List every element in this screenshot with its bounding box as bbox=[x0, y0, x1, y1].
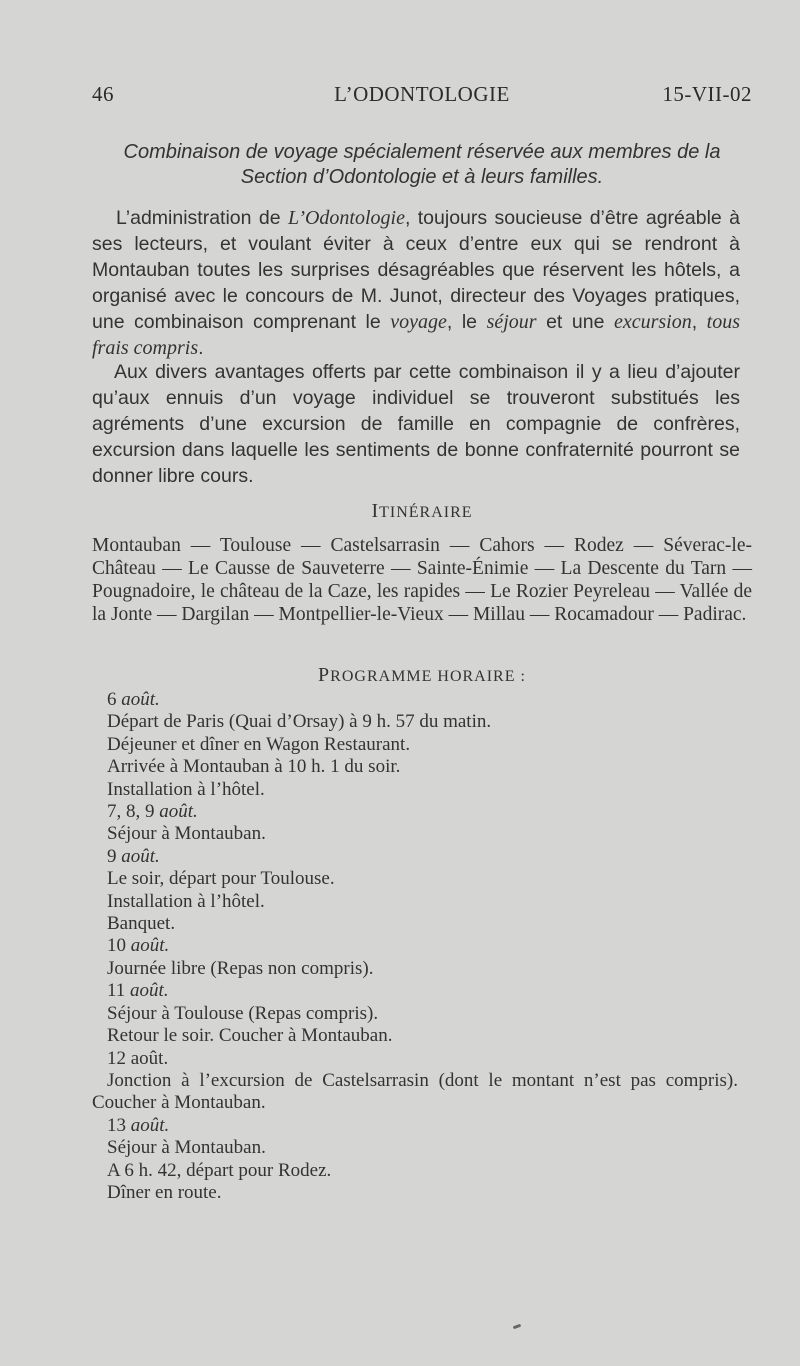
schedule-line: Départ de Paris (Quai d’Orsay) à 9 h. 57 du matin. bbox=[107, 711, 492, 733]
article-subtitle bbox=[92, 140, 752, 190]
subtitle-line-1: Combinaison de voyage spécialement réservée aux membres de la bbox=[123, 141, 721, 163]
running-header bbox=[92, 82, 752, 112]
schedule-date: 7, 8, 9 août. bbox=[107, 801, 198, 823]
journal-title: L’ODONTOLOGIE bbox=[334, 82, 510, 106]
programme-heading: PROGRAMME HORAIRE : bbox=[318, 664, 526, 686]
schedule-list bbox=[92, 689, 738, 1204]
paragraph-1: L’administration de L’Odontologie, toujours soucieuse d’être agréable à ses lecteurs, et voulant éviter à ceux d’entre eux qui se rendront à Montauban toutes les surprises désagréables que réservent les hôtels, a organisé avec le concours de M. Junot, directeur des Voyages pratiques, une combinaison comprenant le voyage, le séjour et une excursion, tous frais compris. bbox=[92, 207, 740, 359]
page-number: 46 bbox=[92, 82, 114, 106]
schedule-line: Retour le soir. Coucher à Montauban. bbox=[107, 1025, 393, 1047]
schedule-line: Dîner en route. bbox=[107, 1181, 222, 1203]
schedule-date: 13 août. bbox=[107, 1114, 170, 1136]
schedule-line: Installation à l’hôtel. bbox=[107, 890, 265, 912]
schedule-line: Banquet. bbox=[107, 913, 176, 935]
schedule-line: Le soir, départ pour Toulouse. bbox=[107, 868, 335, 890]
schedule-date: 11 août. bbox=[107, 980, 169, 1002]
ink-speck bbox=[513, 1324, 522, 1330]
itinerary-heading: ITINÉRAIRE bbox=[371, 500, 473, 522]
issue-date: 15-VII-02 bbox=[662, 82, 752, 106]
schedule-date: 6 août. bbox=[107, 689, 160, 710]
schedule-line: Arrivée à Montauban à 10 h. 1 du soir. bbox=[107, 756, 401, 778]
itinerary-text: Montauban — Toulouse — Castelsarrasin — Cahors — Rodez — Séverac-le-Château — Le Causse de Sauveterre — Sainte-Énimie — La Descente du Tarn — Pougnadoire, le château de la Caze, les rapides — Le Rozier Peyreleau — Vallée de la Jonte — Dargilan — Montpellier-le-Vieux — Millau — Rocamadour — Padirac. bbox=[92, 535, 752, 625]
paragraph-2: Aux divers avantages offerts par cette combinaison il y a lieu d’ajouter qu’aux ennuis d’un voyage individuel se trouveront substitués les agréments d’une excursion de famille en compagnie de confrères, excursion dans laquelle les sentiments de bonne confraternité pourront se donner libre cours. bbox=[92, 361, 740, 487]
schedule-date: 10 août. bbox=[107, 935, 170, 957]
schedule-line: 12 août. bbox=[107, 1047, 169, 1069]
journal-name-italic: L’Odontologie bbox=[287, 207, 405, 229]
schedule-line: Séjour à Montauban. bbox=[107, 1137, 266, 1159]
schedule-line: Séjour à Toulouse (Repas compris). bbox=[107, 1002, 379, 1024]
schedule-line: Installation à l’hôtel. bbox=[107, 778, 265, 800]
schedule-line: Jonction à l’excursion de Castelsarrasin (dont le montant n’est pas compris). Coucher à Montauban. bbox=[92, 1069, 738, 1114]
schedule-date: 9 août. bbox=[107, 845, 160, 867]
schedule-line: Déjeuner et dîner en Wagon Restaurant. bbox=[107, 733, 411, 755]
schedule-line: A 6 h. 42, départ pour Rodez. bbox=[107, 1159, 332, 1181]
schedule-line: Journée libre (Repas non compris). bbox=[107, 957, 374, 979]
subtitle-line-2: Section d’Odontologie et à leurs familles. bbox=[240, 166, 604, 188]
schedule-line: Séjour à Montauban. bbox=[107, 823, 266, 845]
